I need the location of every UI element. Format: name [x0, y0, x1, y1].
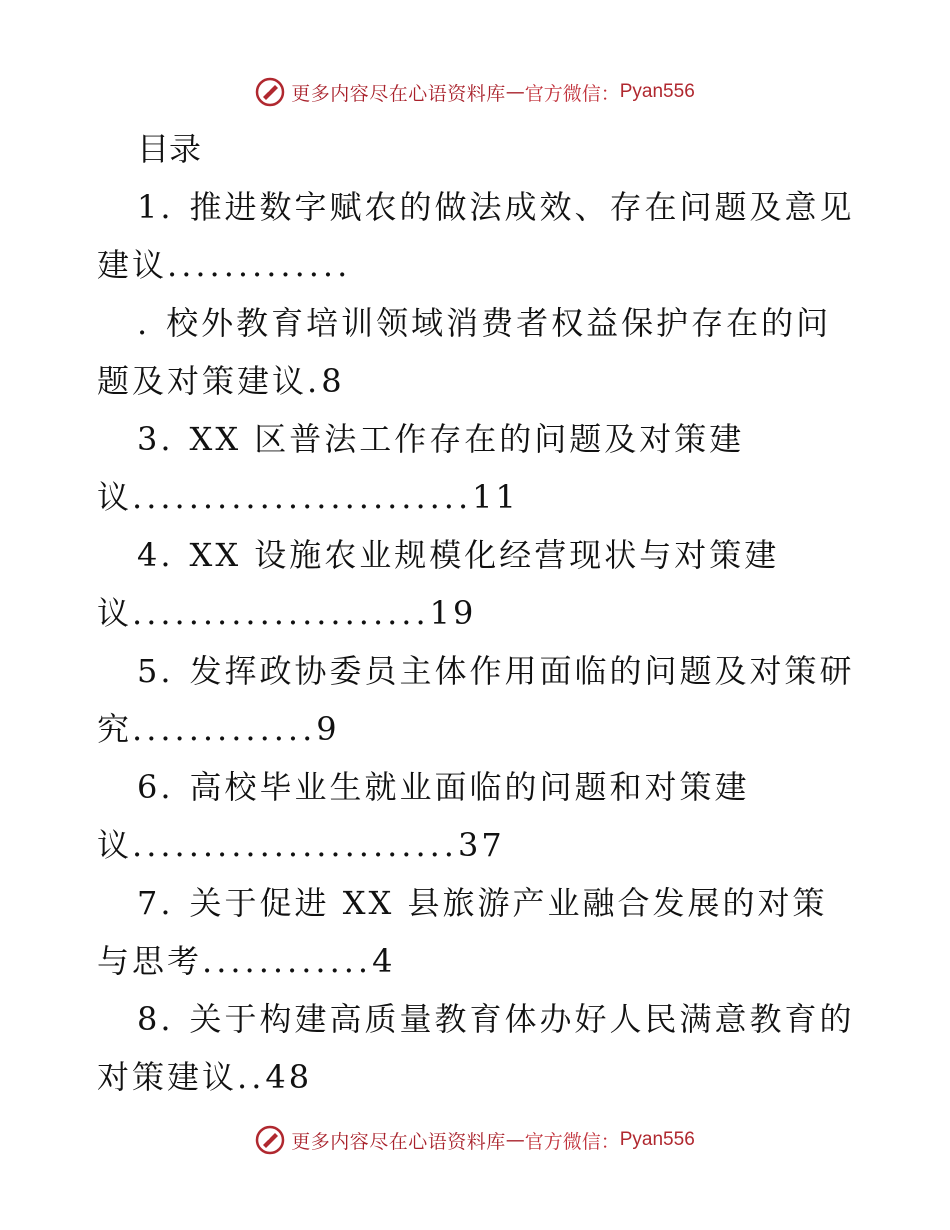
library-logo-icon: [255, 77, 285, 107]
toc-entry[interactable]: [97, 642, 857, 758]
toc-entry-number: 8.: [137, 1000, 174, 1038]
toc-list: [97, 178, 857, 1106]
toc-entry-title: 关于促进 XX 县旅游产业融合发展的对策与思考: [97, 884, 828, 980]
toc-entry-number: 1.: [137, 188, 174, 226]
toc-entry-title: XX 设施农业规模化经营现状与对策建议: [97, 536, 780, 632]
library-logo-icon: [255, 1125, 285, 1155]
toc-entry-number: 3.: [137, 420, 174, 458]
banner-wechat-id: Pyan556: [619, 81, 695, 102]
toc-entry-number: 5.: [137, 652, 174, 690]
toc-entry-leader: ..: [237, 1058, 266, 1096]
banner-text: 更多内容尽在心语资料库: [291, 82, 506, 105]
toc-entry-title: XX 区普法工作存在的问题及对策建议: [97, 420, 745, 516]
toc-entry-number: 7.: [137, 884, 174, 922]
banner-wechat-label: 官方微信：: [524, 1130, 620, 1153]
toc-entry-page: 19: [429, 594, 477, 632]
banner-dash: —: [505, 1129, 525, 1151]
footer-watermark-banner: [0, 1120, 950, 1160]
toc-entry[interactable]: [97, 874, 857, 990]
banner-text: 更多内容尽在心语资料库: [291, 1130, 506, 1153]
toc-entry-leader: .....................: [132, 594, 430, 632]
header-watermark-banner: [0, 72, 950, 112]
toc-entry-leader: .: [307, 362, 322, 400]
toc-entry-page: 37: [457, 826, 505, 864]
toc-entry-leader: .............: [167, 246, 352, 284]
toc-entry-number: .: [137, 304, 151, 342]
banner-dash: —: [505, 81, 525, 103]
toc-entry-page: 9: [316, 710, 340, 748]
toc-entry-title: 发挥政协委员主体作用面临的问题及对策研究: [97, 652, 855, 748]
toc-entry-leader: ........................: [132, 478, 473, 516]
banner-wechat-label: 官方微信：: [524, 82, 620, 105]
toc-entry[interactable]: [97, 294, 857, 410]
toc-entry-leader: .............: [132, 710, 317, 748]
banner-wechat-id: Pyan556: [619, 1129, 695, 1150]
toc-entry[interactable]: [97, 410, 857, 526]
toc-entry-leader: ............: [202, 942, 373, 980]
toc-entry[interactable]: [97, 758, 857, 874]
toc-title: 目录: [137, 130, 202, 168]
toc-entry-title: 推进数字赋农的做法成效、存在问题及意见建议: [97, 188, 855, 284]
table-of-contents: [97, 120, 857, 1106]
toc-entry-title: 高校毕业生就业面临的问题和对策建议: [97, 768, 750, 864]
toc-entry[interactable]: [97, 178, 857, 294]
toc-entry-title: 校外教育培训领域消费者权益保护存在的问题及对策建议: [97, 304, 832, 400]
toc-entry-number: 4.: [137, 536, 174, 574]
toc-entry[interactable]: [97, 526, 857, 642]
toc-entry-page: 48: [265, 1058, 313, 1096]
toc-entry-title: 关于构建高质量教育体办好人民满意教育的对策建议: [97, 1000, 855, 1096]
toc-entry-page: 8: [321, 362, 345, 400]
toc-entry-page: 4: [372, 942, 396, 980]
toc-entry-page: 11: [472, 478, 519, 516]
toc-entry-leader: .......................: [132, 826, 458, 864]
toc-entry-number: 6.: [137, 768, 174, 806]
toc-entry[interactable]: [97, 990, 857, 1106]
